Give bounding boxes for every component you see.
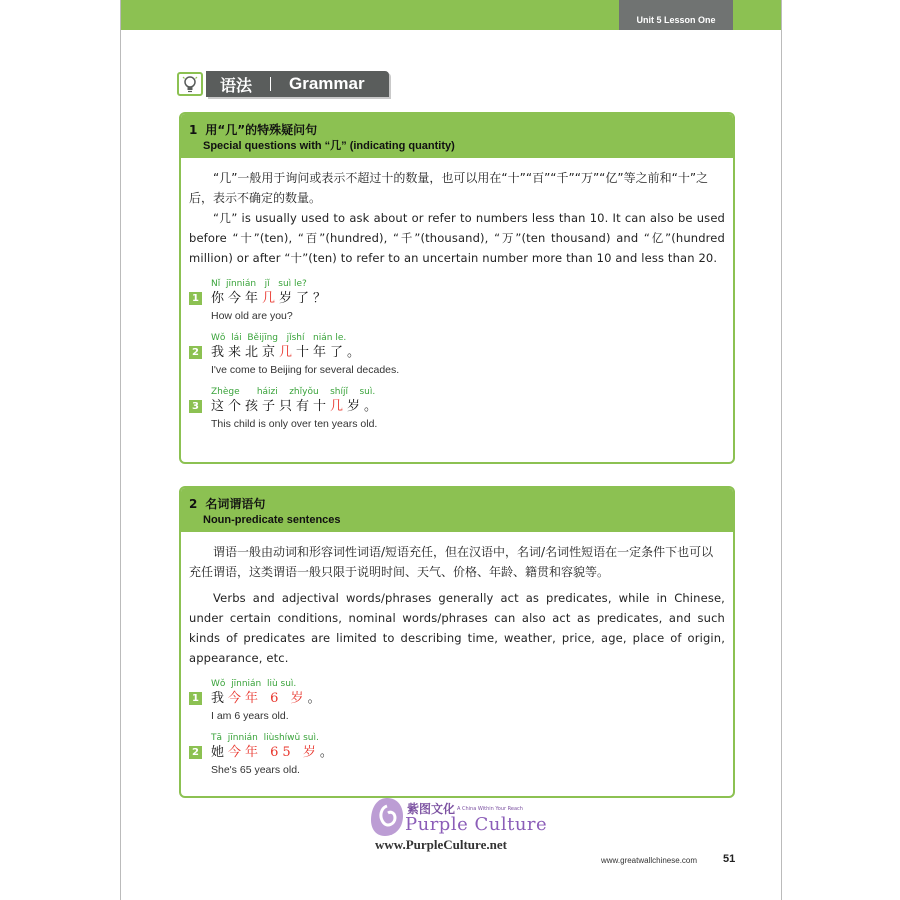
example-pinyin: Nǐ jīnnián jǐ suì le? <box>211 279 307 289</box>
example-sentence: 我来北京几十年了。 <box>211 345 365 360</box>
example-item <box>181 678 733 724</box>
example-pinyin: Wǒ jīnnián liù suì. <box>211 679 297 689</box>
page-number: 51 <box>723 853 736 865</box>
example-pinyin: Wǒ lái Běijīng jǐshí nián le. <box>211 333 347 343</box>
example-number-badge: 2 <box>189 346 202 359</box>
highlight-word: 几 <box>330 399 348 414</box>
example-translation: I've come to Beijing for several decades. <box>211 364 400 376</box>
lightbulb-icon <box>177 72 203 96</box>
watermark-brand-name: Purple Culture <box>405 814 548 835</box>
watermark-cn-text: 紫图文化 <box>407 802 456 816</box>
example-sentence: 这个孩子只有十几岁。 <box>211 399 382 414</box>
grammar-box-2 <box>179 486 735 798</box>
grammar-1-title-zh: 用“几”的特殊疑问句 <box>205 123 318 137</box>
watermark-url: www.PurpleCulture.net <box>375 837 507 852</box>
example-pinyin: Tā jīnnián liùshíwǔ suì. <box>211 733 319 743</box>
example-number-badge: 1 <box>189 292 202 305</box>
example-item <box>181 732 733 778</box>
grammar-box-1 <box>179 112 735 464</box>
example-sentence: 我今年 6 岁。 <box>211 691 325 706</box>
grammar-2-explanation-en: Verbs and adjectival words/phrases generally act as predicates, while in Chinese, under certain conditions, nominal words/phrases can also act as predicates, and such kinds of predicates are limited to describing time, weather, price, age, place of origin, appearance, etc. <box>189 591 725 665</box>
example-item <box>181 332 733 378</box>
grammar-2-title-en: Noun-predicate sentences <box>203 514 341 526</box>
example-translation: This child is only over ten years old. <box>211 418 378 430</box>
grammar-1-number: 1 <box>189 123 198 137</box>
grammar-box-1-header <box>181 114 733 158</box>
section-title-en: Grammar <box>289 74 365 93</box>
example-number-badge: 2 <box>189 746 202 759</box>
highlight-word: 今年 65 岁 <box>228 745 320 760</box>
example-translation: She's 65 years old. <box>211 764 300 776</box>
purple-culture-logo-icon <box>369 796 405 838</box>
watermark-tagline: A China Within Your Reach <box>457 806 523 812</box>
highlight-word: 几 <box>262 291 280 306</box>
example-translation: How old are you? <box>211 310 293 322</box>
example-item <box>181 278 733 324</box>
section-title-bar <box>206 71 389 97</box>
example-number-badge: 1 <box>189 692 202 705</box>
highlight-word: 今年 6 岁 <box>228 691 308 706</box>
section-title-zh: 语法 <box>220 75 253 95</box>
top-color-bar <box>121 0 781 30</box>
example-sentence: 你今年几岁了？ <box>211 291 331 306</box>
grammar-1-explanation-en: “几” is usually used to ask about or refer to numbers less than 10. It can also be used before “十”(ten), “百”(hundred), “千”(thousand), “万”(ten thousand) and “亿”(hundred million) or after “十”(ten) to refer to an uncertain number more than 10 and less than 20. <box>189 211 725 265</box>
section-heading <box>177 70 389 98</box>
grammar-1-explanation-zh: “几”一般用于询问或表示不超过十的数量，也可以用在“十”“百”“千”“万”“亿”等之前和“十”之后，表示不确定的数量。 <box>189 171 709 205</box>
footer-website: www.greatwallchinese.com <box>601 856 698 865</box>
title-divider <box>270 77 271 91</box>
book-page <box>120 0 782 900</box>
grammar-2-explanation-zh: 谓语一般由动词和形容词性词语/短语充任，但在汉语中，名词/名词性短语在一定条件下也可以充任谓语，这类谓语一般只限于说明时间、天气、价格、年龄、籍贯和容貌等。 <box>189 545 714 579</box>
example-sentence: 她今年 65 岁。 <box>211 745 337 760</box>
example-number-badge: 3 <box>189 400 202 413</box>
grammar-2-title-zh: 名词谓语句 <box>205 497 266 511</box>
grammar-box-2-header <box>181 488 733 532</box>
example-item <box>181 386 733 432</box>
example-pinyin: Zhège háizi zhǐyǒu shíjǐ suì. <box>211 387 376 397</box>
example-translation: I am 6 years old. <box>211 710 289 722</box>
unit-lesson-tab: Unit 5 Lesson One <box>619 0 733 30</box>
grammar-1-title-en: Special questions with “几” (indicating quantity) <box>203 140 455 152</box>
grammar-2-number: 2 <box>189 497 198 511</box>
purple-culture-watermark <box>369 796 569 856</box>
highlight-word: 几 <box>279 345 297 360</box>
